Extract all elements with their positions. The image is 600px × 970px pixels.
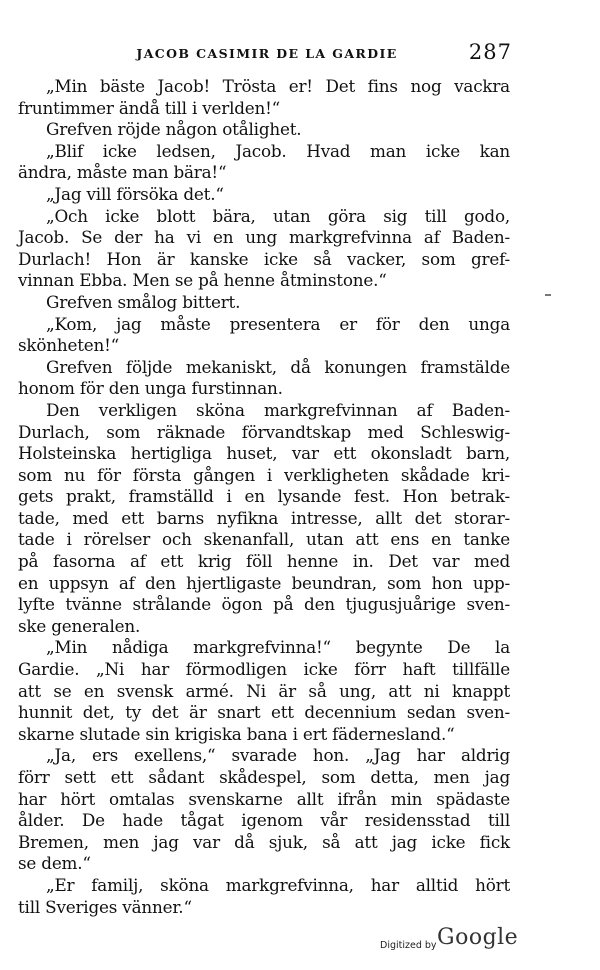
body-text xyxy=(18,76,510,918)
text-line: „Ja, ers exellens,“ svarade hon. „Jag har aldrig xyxy=(46,745,510,766)
text-line: förr sett ett sådant skådespel, som detta, men jag xyxy=(18,767,510,787)
text-line: se dem.“ xyxy=(18,853,91,874)
text-line: fruntimmer ändå till i verlden!“ xyxy=(18,97,281,118)
page-number: 287 xyxy=(468,40,512,64)
text-line: skönheten!“ xyxy=(18,335,120,356)
text-line: „Kom, jag måste presentera er för den unga xyxy=(46,313,510,334)
text-line: Grefven röjde någon otålighet. xyxy=(46,119,302,140)
text-line: „Jag vill försöka det.“ xyxy=(46,183,224,204)
running-head xyxy=(22,40,512,66)
digitized-by-label: Digitized by xyxy=(380,940,437,951)
text-line: Gardie. „Ni har förmodligen icke förr haft tillfälle xyxy=(18,659,510,680)
text-line: „Er familj, sköna markgrefvinna, har alltid hört xyxy=(46,874,510,895)
text-line: „Och icke blott bära, utan göra sig till godo, xyxy=(46,205,510,226)
text-line: tade i rörelser och skenanfall, utan att ens en tanke xyxy=(18,529,510,550)
text-line: „Blif icke ledsen, Jacob. Hvad man icke kan xyxy=(46,140,510,161)
text-line: ålder. De hade tågat igenom vår residensstad till xyxy=(18,810,510,831)
text-line: lyfte tvänne strålande ögon på den tjugusjuårige sven- xyxy=(18,594,510,615)
text-line: tade, med ett barns nyfikna intresse, allt det storar- xyxy=(18,507,510,528)
text-line: honom för den unga furstinnan. xyxy=(18,378,283,399)
text-line: Holsteinska hertigliga huset, var ett okonsladt barn, xyxy=(18,443,510,464)
text-line: till Sveriges vänner.“ xyxy=(18,896,192,917)
text-line: som nu för första gången i verkligheten skådade kri- xyxy=(18,464,510,485)
digitization-watermark xyxy=(380,924,520,954)
text-line: Durlach! Hon är kanske icke så vacker, som gref- xyxy=(18,248,510,269)
text-line: hunnit det, ty det är snart ett decennium sedan sven- xyxy=(18,702,510,723)
text-line: att se en svensk armé. Ni är så ung, att ni knappt xyxy=(18,680,510,701)
text-line: skarne slutade sin krigiska bana i ert fädernesland.“ xyxy=(18,723,455,744)
text-line: „Min bäste Jacob! Trösta er! Det fins nog vackra xyxy=(46,76,510,96)
text-line: vinnan Ebba. Men se på henne åtminstone.“ xyxy=(18,270,387,291)
text-line: en uppsyn af den hjertligaste beundran, som hon upp- xyxy=(18,572,510,593)
text-line: Durlach, som räknade förvandtskap med Schleswig- xyxy=(18,421,510,442)
running-title: JACOB CASIMIR DE LA GARDIE xyxy=(136,46,398,61)
text-line: har hört omtalas svenskarne allt ifrån min spädaste xyxy=(18,788,510,809)
text-line: gets prakt, framställd i en lysande fest. Hon betrak- xyxy=(18,486,510,507)
margin-mark xyxy=(545,294,551,296)
text-line: Bremen, men jag var då sjuk, så att jag icke fick xyxy=(18,831,510,852)
text-line: på fasorna af ett krig föll henne in. Det var med xyxy=(18,551,510,572)
text-line: Grefven följde mekaniskt, då konungen framstälde xyxy=(46,356,510,377)
text-line: Jacob. Se der ha vi en ung markgrefvinna af Baden- xyxy=(18,227,510,248)
google-logo: Google xyxy=(437,925,519,950)
text-line: „Min nådiga markgrefvinna!“ begynte De la xyxy=(46,637,510,658)
text-line: Grefven smålog bittert. xyxy=(46,291,241,312)
text-line: ske generalen. xyxy=(18,615,141,636)
text-line: ändra, måste man bära!“ xyxy=(18,162,227,183)
text-line: Den verkligen sköna markgrefvinnan af Baden- xyxy=(46,399,510,420)
